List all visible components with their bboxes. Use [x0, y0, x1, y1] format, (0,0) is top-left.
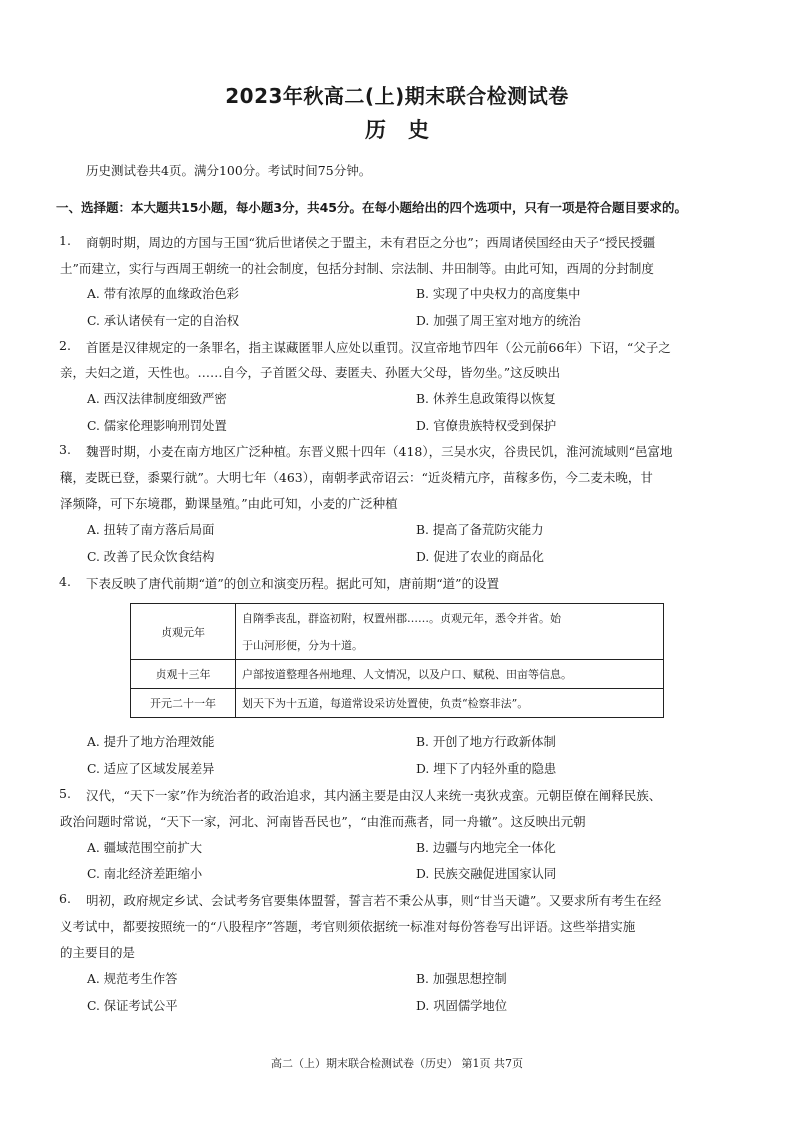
option-d[interactable]: D. 民族交融促进国家认同 — [416, 867, 557, 881]
question-number: 1. — [59, 233, 71, 248]
option-b[interactable]: B. 加强思想控制 — [416, 972, 507, 986]
question-text: 明初，政府规定乡试、会试考务官要集体盟誓，誓言若不秉公从事，则“甘当天谴”。又要求所有考生在经 — [86, 893, 662, 908]
page-footer: 高二（上）期末联合检测试卷（历史） 第1页 共7页 — [271, 1057, 523, 1070]
option-c[interactable]: C. 保证考试公平 — [87, 999, 178, 1013]
table-cell-text — [236, 604, 664, 660]
question-text: 穰，麦既已登，黍粟行就”。大明七年（463），南朝孝武帝诏云：“近炎精亢序，苗稼多伤，今二麦未晚，甘 — [60, 470, 653, 485]
question-number: 5. — [59, 786, 71, 801]
question-text: 下表反映了唐代前期“道”的创立和演变历程。据此可知，唐前期“道”的设置 — [86, 576, 500, 591]
table-row — [131, 660, 664, 689]
question-number: 6. — [59, 891, 71, 906]
question-text: 的主要目的是 — [60, 945, 136, 960]
question-number: 4. — [59, 574, 71, 589]
table-cell-year: 贞观元年 — [131, 604, 236, 660]
question-text: 义考试中，都要按照统一的“八股程序”答题，考官则须依据统一标准对每份答卷写出评语。这些举措实施 — [60, 919, 636, 934]
question-text: 商朝时期，周边的方国与王国“犹后世诸侯之于盟主，未有君臣之分也”；西周诸侯国经由天子“授民授疆 — [86, 235, 656, 250]
option-b[interactable]: B. 实现了中央权力的高度集中 — [416, 287, 581, 301]
option-c[interactable]: C. 改善了民众饮食结构 — [87, 550, 215, 564]
table-cell-line: 于山河形便，分为十道。 — [242, 638, 363, 652]
option-c[interactable]: C. 适应了区域发展差异 — [87, 762, 215, 776]
question-text: 泽频降，可下东境郡，勤课垦殖。”由此可知，小麦的广泛种植 — [60, 496, 398, 511]
section-heading: 一、选择题：本大题共15小题，每小题3分，共45分。在每小题给出的四个选项中，只有一项是符合题目要求的。 — [56, 200, 687, 215]
question-text: 政治问题时常说，“天下一家，河北、河南皆吾民也”，“由淮而燕者，同一舟辙”。这反映出元朝 — [60, 814, 586, 829]
table-cell-text: 划天下为十五道，每道常设采访处置使，负责“检察非法”。 — [236, 689, 664, 718]
table-cell-text: 户部按道整理各州地理、人文情况，以及户口、赋税、田亩等信息。 — [236, 660, 664, 689]
table-row — [131, 604, 664, 660]
table-cell-line: 自隋季丧乱，群盗初附，权置州郡……。贞观元年，悉令并省。始 — [242, 611, 561, 625]
page-title: 2023年秋高二(上)期末联合检测试卷 — [225, 84, 569, 108]
option-d[interactable]: D. 埋下了内轻外重的隐患 — [416, 762, 557, 776]
table-cell-year: 开元二十一年 — [131, 689, 236, 718]
question-text: 首匿是汉律规定的一条罪名，指主谋藏匿罪人应处以重罚。汉宣帝地节四年（公元前66年）下诏，“父子之 — [86, 340, 671, 355]
option-a[interactable]: A. 带有浓厚的血缘政治色彩 — [87, 287, 239, 301]
table-row — [131, 689, 664, 718]
option-d[interactable]: D. 巩固儒学地位 — [416, 999, 508, 1013]
question-text: 魏晋时期，小麦在南方地区广泛种植。东晋义熙十四年（418），三吴水灾，谷贵民饥，淮河流域则“邑富地 — [86, 444, 673, 459]
subject-title: 历史 — [365, 118, 451, 142]
option-b[interactable]: B. 边疆与内地完全一体化 — [416, 841, 556, 855]
question-text: 土”而建立，实行与西周王朝统一的社会制度，包括分封制、宗法制、井田制等。由此可知，西周的分封制度 — [60, 261, 654, 276]
table-cell-year: 贞观十三年 — [131, 660, 236, 689]
option-c[interactable]: C. 承认诸侯有一定的自治权 — [87, 314, 240, 328]
option-b[interactable]: B. 开创了地方行政新体制 — [416, 735, 556, 749]
option-c[interactable]: C. 南北经济差距缩小 — [87, 867, 203, 881]
option-b[interactable]: B. 休养生息政策得以恢复 — [416, 392, 556, 406]
exam-instructions: 历史测试卷共4页。满分100分。考试时间75分钟。 — [86, 163, 372, 178]
option-a[interactable]: A. 疆域范围空前扩大 — [87, 841, 203, 855]
question-number: 2. — [59, 338, 71, 353]
data-table — [130, 603, 664, 718]
option-a[interactable]: A. 提升了地方治理效能 — [87, 735, 215, 749]
option-c[interactable]: C. 儒家伦理影响刑罚处置 — [87, 419, 227, 433]
question-text: 亲，夫妇之道，天性也。……自今，子首匿父母、妻匿夫、孙匿大父母，皆勿坐。”这反映出 — [60, 365, 561, 380]
question-number: 3. — [59, 442, 71, 457]
option-a[interactable]: A. 规范考生作答 — [87, 972, 178, 986]
option-d[interactable]: D. 官僚贵族特权受到保护 — [416, 419, 557, 433]
option-b[interactable]: B. 提高了备荒防灾能力 — [416, 523, 544, 537]
option-a[interactable]: A. 扭转了南方落后局面 — [87, 523, 215, 537]
question-text: 汉代，“天下一家”作为统治者的政治追求，其内涵主要是由汉人来统一夷狄戎蛮。元朝臣僚在阐释民族、 — [86, 788, 662, 803]
option-a[interactable]: A. 西汉法律制度细致严密 — [87, 392, 227, 406]
option-d[interactable]: D. 促进了农业的商品化 — [416, 550, 544, 564]
option-d[interactable]: D. 加强了周王室对地方的统治 — [416, 314, 581, 328]
